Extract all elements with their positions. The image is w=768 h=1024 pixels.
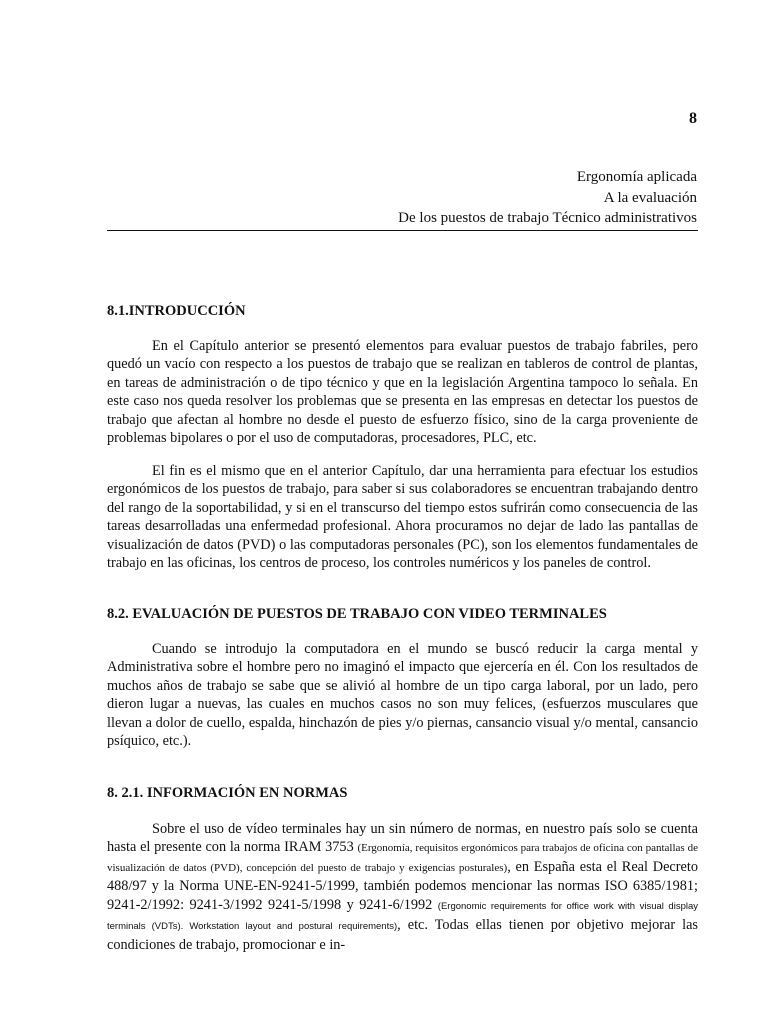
section-heading-8-2-1: 8. 2.1. INFORMACIÓN EN NORMAS [107, 785, 348, 801]
chapter-title-line-3: De los puestos de trabajo Técnico administrativos [398, 210, 697, 226]
chapter-title [300, 167, 697, 229]
section-heading-8-2: 8.2. EVALUACIÓN DE PUESTOS DE TRABAJO CON VIDEO TERMINALES [107, 606, 607, 622]
norms-iram-note: (Ergonomía, requisitos ergonómicos para trabajos de oficina con pantallas de visualización de datos (PVD), concepción del puesto de trabajo y exigencias posturales) [107, 842, 698, 874]
norms-text-1: Sobre el uso de vídeo terminales hay un sin número de normas, en nuestro país solo se cuenta hasta el presente con la norma IRAM 3753 [107, 821, 698, 856]
paragraph-8-1-2: El fin es el mismo que en el anterior Capítulo, dar una herramienta para efectuar los estudios ergonómicos de los puestos de trabajo, para saber si sus colaboradores se encuentran trabajando dentro del rango de la soportabilidad, y si en el transcurso del tiempo estos sufrirán como consecuencia de las tareas desarrolladas una enfermedad profesional. Ahora procuramos no dejar de lado las pantallas de visualización de datos (PVD) o las computadoras personales (PC), son los elementos fundamentales de trabajo en las oficinas, los centros de proceso, los controles numéricos y los paneles de control. [107, 463, 698, 572]
chapter-number: 8 [689, 110, 697, 127]
paragraph-8-2-1-1 [107, 820, 698, 955]
section-heading-8-1: 8.1.INTRODUCCIÓN [107, 303, 246, 319]
chapter-title-line-2: A la evaluación [603, 189, 697, 206]
paragraph-8-1-1: En el Capítulo anterior se presentó elementos para evaluar puestos de trabajo fabriles, pero quedó un vacío con respecto a los puestos de trabajo que se realizan en tableros de control de plantas, en tareas de administración o de tipo técnico y que en la legislación Argentina tampoco lo señala. En este caso nos queda resolver los problemas que se presenta en las empresas en detectar los puestos de trabajo que afectan al hombre no desde el puesto de esfuerzo físico, sino de la carga proveniente de problemas bipolares o por el uso de computadoras, procesadores, PLC, etc. [107, 338, 698, 447]
norms-iso-note: (Ergonomic requirements for office work with visual display terminals (VDTs). Workstation layout and postural requirements) [107, 900, 699, 933]
norms-text-3: , etc. Todas ellas tienen por objetivo mejorar las condiciones de trabajo, promocionar e in- [107, 917, 698, 954]
title-divider [107, 230, 698, 231]
chapter-title-line-1: Ergonomía aplicada [576, 169, 697, 185]
paragraph-8-2-1: Cuando se introdujo la computadora en el mundo se buscó reducir la carga mental y Administrativa sobre el hombre pero no imaginó el impacto que ejercería en él. Con los resultados de muchos años de trabajo se sabe que se alivió al hombre de un tipo carga laboral, por un lado, pero dieron lugar a nuevas, las cuales en muchos casos no son muy felices, (esfuerzos musculares que llevan a dolor de cuello, espalda, hinchazón de pies y/o piernas, cansancio visual y/o mental, cansancio psíquico, etc.). [107, 641, 698, 750]
norms-text-2: , en España esta el Real Decreto 488/97 y la Norma UNE-EN-9241-5/1999, también podemos mencionar las normas ISO 6385/1981; 9241-2/1992: 9241-3/1992 9241-5/1998 y 9241-6/1992 [107, 858, 698, 913]
